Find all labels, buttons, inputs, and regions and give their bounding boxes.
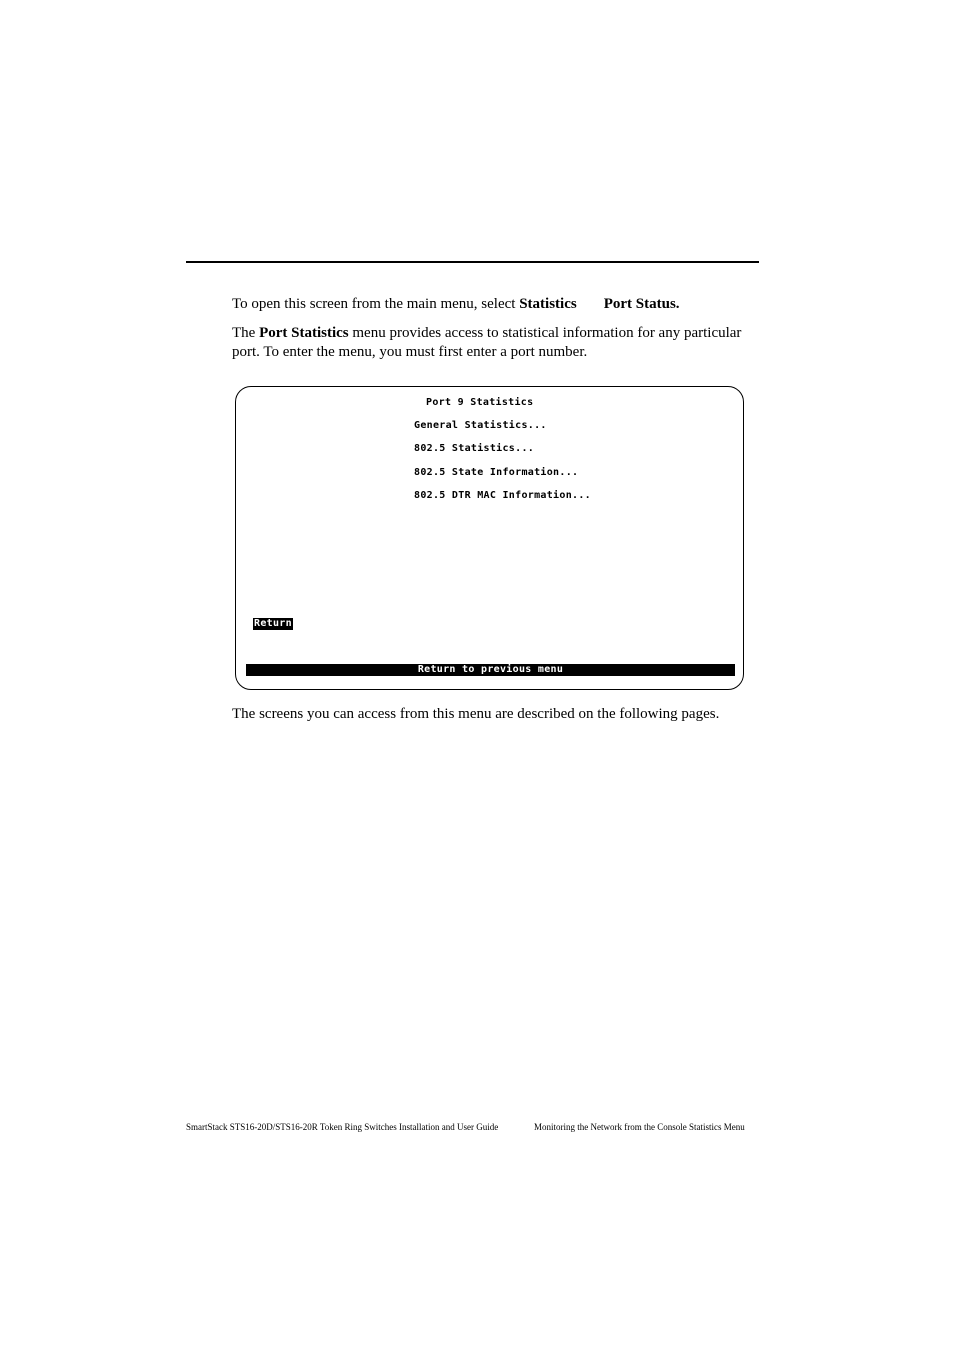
menu-item-802-5-state-information[interactable]: 802.5 State Information... — [414, 467, 579, 478]
return-button[interactable]: Return — [254, 618, 292, 629]
menu-item-802-5-statistics[interactable]: 802.5 Statistics... — [414, 443, 535, 454]
port-statistics-term: Port Statistics — [259, 325, 349, 341]
screen-title: Port 9 Statistics — [426, 397, 534, 408]
menu-path-statistics: Statistics — [519, 296, 577, 312]
header-rule — [186, 261, 759, 263]
navigation-instruction — [232, 295, 762, 314]
description-text: menu provides access to statistical information for any particular port. To enter the menu, you must first enter a port number. — [232, 325, 742, 360]
menu-item-general-statistics[interactable]: General Statistics... — [414, 420, 547, 431]
menu-path-port-status: Port Status. — [603, 296, 680, 312]
footer-chapter-title: Monitoring the Network from the Console Statistics Menu — [534, 1122, 745, 1132]
instruction-text: To open this screen from the main menu, select — [232, 296, 520, 312]
menu-item-802-5-dtr-mac-information[interactable]: 802.5 DTR MAC Information... — [414, 490, 591, 501]
console-screen — [235, 386, 744, 690]
footer-book-title: SmartStack STS16-20D/STS16-20R Token Ring Switches Installation and User Guide — [186, 1122, 499, 1132]
closing-paragraph: The screens you can access from this menu are described on the following pages. — [232, 706, 720, 722]
description-paragraph — [232, 324, 762, 362]
description-prefix: The — [232, 325, 260, 341]
status-bar: Return to previous menu — [246, 664, 735, 676]
